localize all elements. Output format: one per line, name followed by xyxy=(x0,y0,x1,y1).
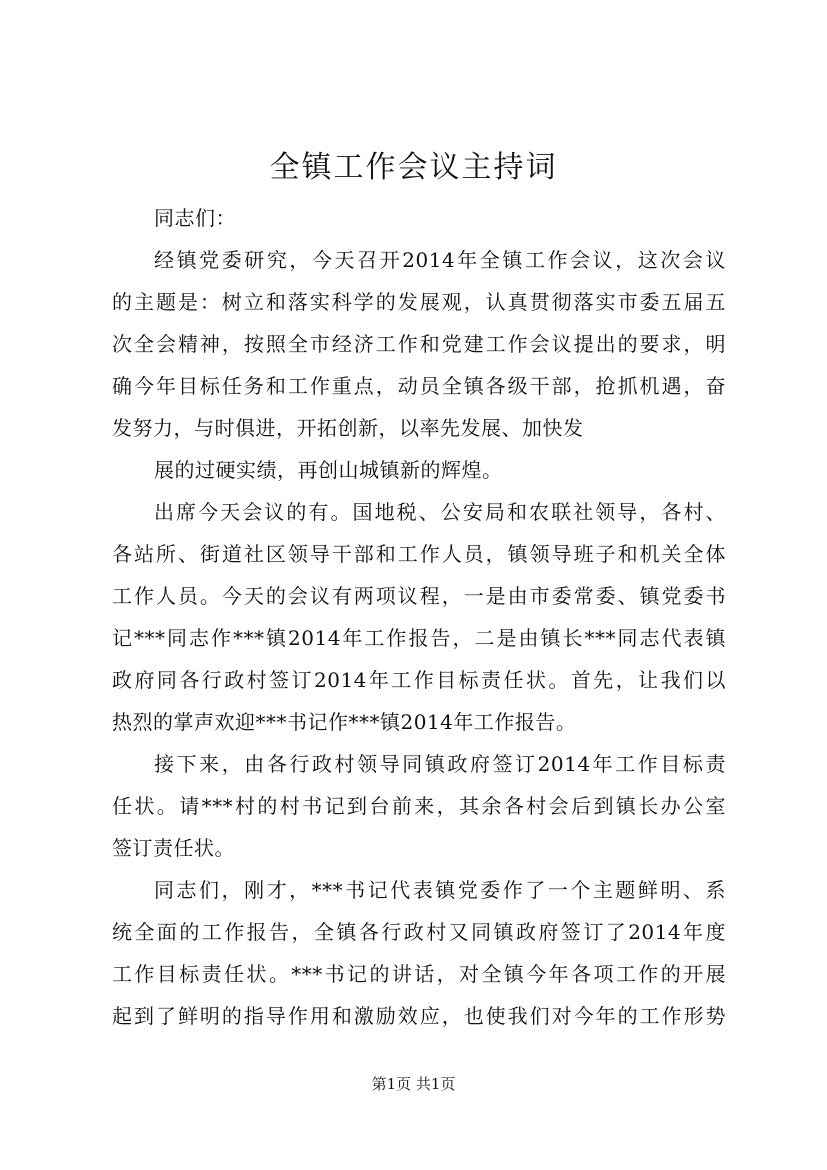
page-footer: 第1页 共1页 xyxy=(371,1075,456,1093)
body-line: 任状。请***村的村书记到台前来，其余各村会后到镇长办公室 xyxy=(112,794,726,818)
document-body xyxy=(112,197,726,1037)
body-line: 展的过硬实绩，再创山城镇新的辉煌。 xyxy=(154,458,503,482)
body-line: 工作目标责任状。***书记的讲话，对全镇今年各项工作的开展 xyxy=(112,962,726,986)
body-line: 签订责任状。 xyxy=(112,836,235,860)
body-line: 工作人员。今天的会议有两项议程，一是由市委常委、镇党委书 xyxy=(112,584,726,608)
body-line: 热烈的掌声欢迎***书记作***镇2014年工作报告。 xyxy=(112,710,577,734)
body-line: 经镇党委研究，今天召开2014年全镇工作会议，这次会议 xyxy=(154,248,726,272)
body-line: 政府同各行政村签订2014年工作目标责任状。首先，让我们以 xyxy=(112,668,726,692)
body-line: 发努力，与时俱进，开拓创新，以率先发展、加快发 xyxy=(112,416,584,440)
body-line: 确今年目标任务和工作重点，动员全镇各级干部，抢抓机遇，奋 xyxy=(112,374,726,398)
body-line: 记***同志作***镇2014年工作报告，二是由镇长***同志代表镇 xyxy=(112,626,726,650)
body-line: 起到了鲜明的指导作用和激励效应，也使我们对今年的工作形势 xyxy=(112,1004,726,1028)
body-line: 次全会精神，按照全市经济工作和党建工作会议提出的要求，明 xyxy=(112,332,726,356)
body-line: 同志们： xyxy=(154,206,236,230)
body-line: 统全面的工作报告，全镇各行政村又同镇政府签订了2014年度 xyxy=(112,920,726,944)
document-title: 全镇工作会议主持词 xyxy=(269,150,558,185)
body-line: 各站所、街道社区领导干部和工作人员，镇领导班子和机关全体 xyxy=(112,542,726,566)
body-line: 的主题是：树立和落实科学的发展观，认真贯彻落实市委五届五 xyxy=(112,290,726,314)
body-line: 出席今天会议的有。国地税、公安局和农联社领导，各村、 xyxy=(154,500,726,524)
body-line: 同志们，刚才，***书记代表镇党委作了一个主题鲜明、系 xyxy=(154,878,726,902)
body-line: 接下来，由各行政村领导同镇政府签订2014年工作目标责 xyxy=(154,752,726,776)
